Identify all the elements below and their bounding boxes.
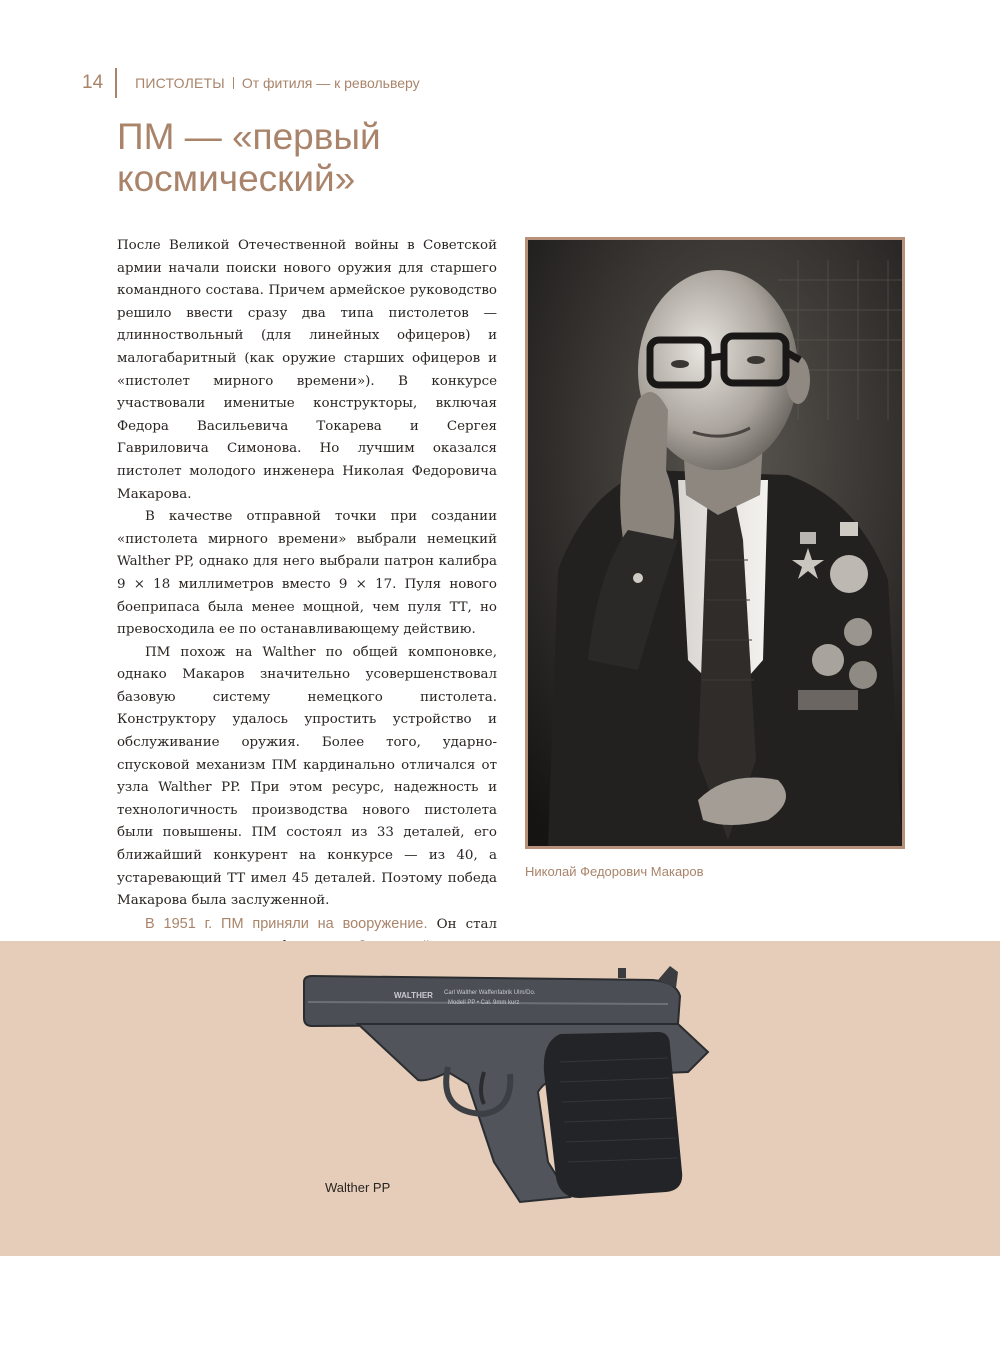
title-line-2: космический» [117, 158, 356, 199]
page-number: 14 [82, 72, 104, 93]
title-line-1: ПМ — «первый [117, 116, 381, 157]
paragraph-4-text: Он стал [436, 916, 497, 932]
header-divider [115, 68, 117, 98]
pistol-caption: Walther PP [325, 1180, 391, 1195]
portrait-photo [525, 237, 905, 849]
engraving-line-2: Modell PP • Cal. 9mm kurz [448, 1000, 520, 1006]
paragraph-2: В качестве отправной точки при создании «пистолета мирного времени» выбрали немецкий Walther PP, однако для него выбрали патрон калибра 9 × 18 миллиметров вместо 9 × 17. Пуля нового боеприпаса была менее мощной, чем пуля ТТ, но превосходила ее по останавливающему действию. [117, 509, 497, 638]
highlight-date: В 1951 г. ПМ приняли на вооружение. [145, 915, 428, 932]
paragraph-3: ПМ похож на Walther по общей компоновке, однако Макаров значительно усовершенствовал базовую систему немецкого пистолета. Конструктору удалось упростить устройство и обслуживание оружия. Более того, ударно-спусковой механизм ПМ кардинально отличался от узла Walther PP. При этом ресурс, надежность и технологичность производства нового пистолета были повышены. ПМ состоял из 33 деталей, его ближайший конкурент на конкурсе — из 40, а устаревающий ТТ имел 45 деталей. Поэтому победа Макарова была заслуженной. [117, 644, 497, 909]
header-separator [233, 77, 234, 89]
section-label: ПИСТОЛЕТЫ [135, 75, 225, 91]
chapter-label: От фитиля — к револьверу [241, 75, 420, 91]
engraving-logo: WALTHER [394, 991, 433, 1000]
article-body [117, 235, 497, 982]
engraving-line-1: Carl Walther Waffenfabrik Ulm/Do. [444, 990, 536, 996]
portrait-caption: Николай Федорович Макаров [525, 864, 704, 879]
running-header [82, 68, 420, 98]
page-title [117, 116, 477, 200]
portrait-illustration [528, 240, 902, 846]
paragraph-1: После Великой Отечественной войны в Советской армии начали поиски нового оружия для старшего командного состава. Причем армейское руководство решило ввести сразу два типа пистолетов — длинноствольный (для линейных офицеров) и малогабаритный (как оружие старших офицеров и «пистолет мирного времени»). В конкурсе участвовали именитые конструкторы, включая Федора Васильевича Токарева и Сергея Гавриловича Симонова. Но лучшим оказался пистолет молодого инженера Николая Федоровича Макарова. [117, 238, 497, 502]
